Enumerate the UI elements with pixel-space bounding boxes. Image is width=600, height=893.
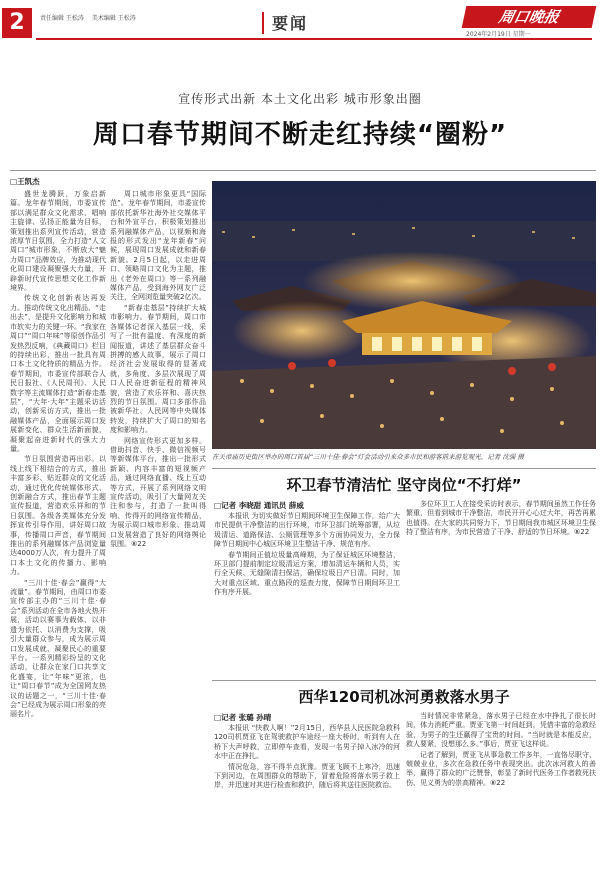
article3-column-2 [406, 712, 596, 874]
issue-date: 2024年2月19日 星期一 [466, 31, 531, 38]
lead-byline: □王凯杰 [10, 177, 40, 186]
designer-label: 美术编辑 王松涛 [91, 15, 136, 22]
article2-paragraph: 多位环卫工人在接受采访时表示，春节期间虽然工作任务繁重，但看到城市干净整洁，市民开开心心过大年，再苦再累也值得。在大家的共同努力下，节日期间我市城区环境卫生保持了整洁有序，为市民营造了干净、舒适的节日环境。⑧22 [406, 500, 596, 537]
article2-column-2 [406, 500, 596, 672]
article2-column-1 [214, 512, 400, 672]
page-number: 2 [2, 8, 32, 38]
article2-title: 环卫春节清洁忙 坚守岗位“不打烊” [286, 476, 522, 494]
lead-paragraph: “新春走基层”持续扩大城市影响力。春节期间，周口市各媒体记者深入基层一线，采写了一批有温度、有深度的新闻报道，讲述了基层群众奋斗拼搏的感人故事，展示了周口经济社会发展取得的显著成就，多角度、多层次展现了周口人民奋进新征程的精神风貌，营造了欢乐祥和、喜庆热烈的节日氛围。周口多部作品被新华社、人民网等中央媒体转发，持续扩大了周口的知名度和影响力。 [110, 303, 206, 435]
article3-byline: □记者 张璐 孙晴 [214, 713, 272, 722]
lead-paragraph: 节日氛围营造再出彩。以线上线下相结合的方式，推出丰富多彩、贴近群众的文化活动，通过优化传统媒体形式、创新融合方式，推出春节主题宣传报道，营造欢乐祥和的节日氛围。各级各类媒体充分发挥宣传引导作用，讲好周口故事，传播周口声音，春节期间推出的系列融媒体产品浏览量达4000万人次，有力提升了周口本土文化的传播力、影响力。 [10, 455, 106, 577]
article-divider [212, 680, 596, 681]
newspaper-logo: 周口晚报 [462, 6, 597, 28]
article-divider [212, 468, 596, 469]
article2-paragraph: 春节期间正值垃圾量高峰期，为了保证城区环境整洁，环卫部门提前制定垃圾清运方案，增加清运车辆和人员，实行全天候、无缝隙清扫保洁，确保垃圾日产日清。同时，加大对重点区域、重点路段的巡查力度，保障节日期间环卫工作有序开展。 [214, 550, 400, 597]
header-rule [36, 38, 592, 40]
lead-headline: 周口春节期间不断走红持续“圈粉” [92, 120, 508, 150]
night-lantern-festival-photo [212, 181, 596, 449]
lead-paragraph: 盛世龙腾跃，万象启新篇。龙年春节期间，市委宣传部以满足群众文化需求、唱响主旋律、弘扬正能量为目标，策划推出系列宣传活动，营造浓厚节日氛围，全力打造“人文周口”城市形象，不断放大“魅力周口”品牌效应，为推动现代化周口建设凝聚强大力量，开辟新时代宣传思想文化工作新境界。 [10, 190, 106, 293]
article3-paragraph: 情况危急，容不得半点犹豫。贾亚飞顾不上寒冷，迅速下到河边，在周围群众的帮助下，冒着危险将落水男子救上岸，并迅速对其进行检查和救护，随后将其送往医院救治。 [214, 762, 400, 790]
lead-column-2 [110, 190, 206, 835]
article2-byline: □记者 李晓甜 通讯员 薛威 [214, 501, 304, 510]
lead-paragraph: “三川十佳·春会”赢得“大流量”。春节期间，由周口市委宣传部主办的“三川十佳·春会”系列活动在全市各地火热开展，活动以赛事为载体、以非遗为依托、以消费为支撑，吸引大量群众参与，成为展示周口发展成就、凝聚民心的重要平台。一系列精彩纷呈的文化活动，让群众在家门口共享文化盛宴，让“年味”更浓，也让“周口春节”成为全国网友热议的话题之一，“三川十佳·春会”已经成为展示周口形象的亮丽名片。 [10, 578, 106, 719]
article3-paragraph: 当时情况非常紧急，落水男子已经在水中挣扎了很长时间，体力消耗严重。贾亚飞第一时间赶到，凭借丰富的急救经验，为男子的生还赢得了宝贵的时间。“当时就是本能反应，救人要紧，没想那么多。”事后，贾亚飞这样说。 [406, 712, 596, 749]
article3-paragraph: 本报讯 “快救人啊！”2月15日，西华县人民医院急救科120司机贾亚飞在驾驶救护车途经一座大桥时，听到有人在桥下大声呼救，立即停车查看，发现一名男子掉入冰冷的河水中正在挣扎。 [214, 724, 400, 761]
lead-column-1 [10, 190, 106, 835]
section-divider [262, 12, 264, 34]
headline-rule [10, 170, 596, 171]
lead-paragraph: 周口城市形象更具“国际范”。龙年春节期间，市委宣传部依托新华社海外社交媒体平台和外宣平台，积极策划推出系列融媒体产品，以视频和海报的形式发出“龙年新春”问候，展现周口发展成就和新春新貌。2月5日起，以走进周口、领略周口文化为主题，推出《老外在周口》等一系列融媒体产品，受到海外网友广泛关注，全网浏览量突破2亿次。 [110, 190, 206, 302]
photo-caption: 在关帝庙历史街区举办的周口首届“三川十佳·春会”灯会活动引来众多市民和游客前来游览观光。记者 沈强 摄 [212, 453, 524, 461]
section-title: 要闻 [272, 14, 309, 33]
lead-paragraph: 传统文化创新表达再发力。推动传统文化出精品、“走出去”，是提升文化影响力和城市软实力的关键一环。“我家在周口”“周口年味”等原创作品引发热烈反响，《典藏周口》栏目的持续出彩，推出一批具有周口本土文化特质的精品力作。春节期间，市委宣传部联合人民日报社、《人民周刊》、人民数字等主流媒体打造“新春走基层”，“大年·大年”主题采访活动，创新采访方式，推出一批融媒体产品，全面展示周口发展新变化、群众生活新面貌，凝聚起奋进新时代的强大力量。 [10, 294, 106, 453]
article3-title: 西华120司机冰河勇救落水男子 [298, 688, 510, 706]
lead-kicker: 宣传形式出新 本土文化出彩 城市形象出圈 [178, 92, 422, 106]
editor-credits [40, 13, 142, 22]
article3-paragraph: 记者了解到，贾亚飞从事急救工作多年，一直恪尽职守、兢兢业业，多次在急救任务中表现突出。此次冰河救人的善举，赢得了群众的广泛赞誉，彰显了新时代医务工作者救死扶伤、见义勇为的崇高精神。⑧22 [406, 750, 596, 787]
editor-label: 责任编辑 王松涛 [40, 15, 84, 22]
lead-paragraph: 网络宣传形式更加多样。借助抖音、快手、微信视频号等新媒体平台，推出一批形式新颖、内容丰富的短视频产品，通过网络直播、线上互动等方式，开展了系列网络文明宣传活动，吸引了大量网友关注和参与，打造了一批叫得响、传得开的网络宣传精品，为展示周口城市形象、推动周口发展营造了良好的网络舆论氛围。⑧22 [110, 436, 206, 549]
article2-paragraph: 本报讯 为切实做好节日期间环境卫生保障工作，给广大市民提供干净整洁的出行环境，市环卫部门统筹部署，从垃圾清运、道路保洁、公厕管理等多个方面协同发力，全力保障节日期间中心城区环境卫生整洁干净、规范有序。 [214, 512, 400, 549]
article3-column-1 [214, 724, 400, 874]
